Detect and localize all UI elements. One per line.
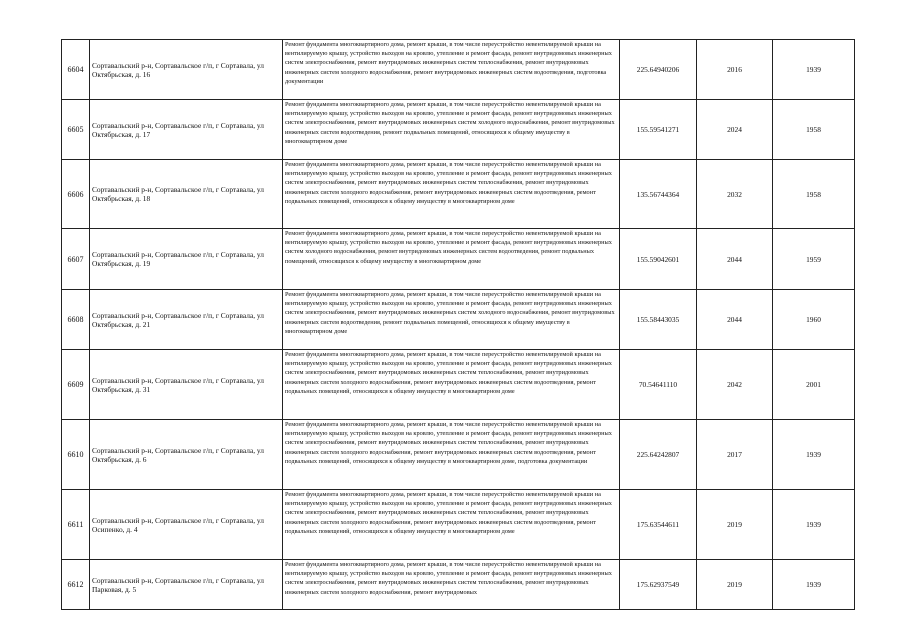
cost-value-cell: 225.64242807 [620, 420, 697, 490]
planned-year-cell: 2032 [697, 160, 773, 229]
planned-year-cell: 2042 [697, 350, 773, 420]
record-id: 6606 [62, 160, 90, 229]
planned-year-cell: 2044 [697, 229, 773, 290]
works-cell: Ремонт фундамента многоквартирного дома, ремонт крыши, в том числе переустройство невентилируемой крыши на вентилируемую крышу, устройство выходов на кровлю, утепление и ремонт фасада, ремонт внутридомовых инженерных систем электроснабжения, ремонт внутридомовых инженерных систем теплоснабжения, ремонт внутридомовых инженерных систем холодного водоснабжения, ремонт внутридомовых инженерных систем водоотведения, ремонт подвальных помещений, относящихся к общему имуществу в многоквартирном доме, подготовка документации [283, 420, 620, 490]
works-cell: Ремонт фундамента многоквартирного дома, ремонт крыши, в том числе переустройство невентилируемой крыши на вентилируемую крышу, устройство выходов на кровлю, утепление и ремонт фасада, ремонт внутридомовых инженерных систем электроснабжения, ремонт внутридомовых инженерных систем холодного водоснабжения, ремонт внутридомовых инженерных систем водоотведения, ремонт подвальных помещений, относящихся к общему имуществу в многоквартирном доме [283, 290, 620, 350]
cost-value-cell: 135.56744364 [620, 160, 697, 229]
planned-year-cell: 2019 [697, 560, 773, 610]
built-year-cell: 1958 [773, 160, 855, 229]
cost-value-cell: 175.63544611 [620, 490, 697, 560]
built-year-cell: 2001 [773, 350, 855, 420]
built-year-cell: 1960 [773, 290, 855, 350]
table-row [62, 160, 855, 229]
built-year-cell: 1939 [773, 420, 855, 490]
built-year-cell: 1939 [773, 560, 855, 610]
cost-value-cell: 70.54641110 [620, 350, 697, 420]
record-id: 6605 [62, 100, 90, 160]
built-year-cell: 1958 [773, 100, 855, 160]
address-cell: Сортавальский р-н, Сортавальское г/п, г Сортавала, ул Октябрьская, д. 17 [90, 100, 283, 160]
address-cell: Сортавальский р-н, Сортавальское г/п, г Сортавала, ул Осипенко, д. 4 [90, 490, 283, 560]
cost-value-cell: 155.59541271 [620, 100, 697, 160]
address-cell: Сортавальский р-н, Сортавальское г/п, г Сортавала, ул Октябрьская, д. 19 [90, 229, 283, 290]
record-id: 6612 [62, 560, 90, 610]
works-cell: Ремонт фундамента многоквартирного дома, ремонт крыши, в том числе переустройство невентилируемой крыши на вентилируемую крышу, устройство выходов на кровлю, утепление и ремонт фасада, ремонт внутридомовых инженерных систем электроснабжения, ремонт внутридомовых инженерных систем теплоснабжения, ремонт внутридомовых инженерных систем холодного водоснабжения, ремонт внутридомовых инженерных систем водоотведения, ремонт подвальных помещений, относящихся к общему имуществу в многоквартирном доме [283, 490, 620, 560]
table-row [62, 420, 855, 490]
works-cell: Ремонт фундамента многоквартирного дома, ремонт крыши, в том числе переустройство невентилируемой крыши на вентилируемую крышу, устройство выходов на кровлю, утепление и ремонт фасада, ремонт внутридомовых инженерных систем электроснабжения, ремонт внутридомовых инженерных систем теплоснабжения, ремонт внутридомовых инженерных систем холодного водоснабжения, ремонт внутридомовых инженерных систем водоотведения, подготовка документации [283, 40, 620, 100]
record-id: 6604 [62, 40, 90, 100]
table-row [62, 290, 855, 350]
record-id: 6611 [62, 490, 90, 560]
table-row [62, 100, 855, 160]
address-cell: Сортавальский р-н, Сортавальское г/п, г Сортавала, ул Октябрьская, д. 6 [90, 420, 283, 490]
records-table [61, 39, 855, 610]
built-year-cell: 1939 [773, 40, 855, 100]
address-cell: Сортавальский р-н, Сортавальское г/п, г Сортавала, ул Октябрьская, д. 16 [90, 40, 283, 100]
built-year-cell: 1939 [773, 490, 855, 560]
record-id: 6608 [62, 290, 90, 350]
planned-year-cell: 2044 [697, 290, 773, 350]
cost-value-cell: 225.64940206 [620, 40, 697, 100]
cost-value-cell: 175.62937549 [620, 560, 697, 610]
table-row [62, 560, 855, 610]
table-row [62, 229, 855, 290]
record-id: 6610 [62, 420, 90, 490]
works-cell: Ремонт фундамента многоквартирного дома, ремонт крыши, в том числе переустройство невентилируемой крыши на вентилируемую крышу, устройство выходов на кровлю, утепление и ремонт фасада, ремонт внутридомовых инженерных систем холодного водоснабжения, ремонт внутридомовых инженерных систем водоотведения, ремонт подвальных помещений, относящихся к общему имуществу в многоквартирном доме [283, 229, 620, 290]
planned-year-cell: 2017 [697, 420, 773, 490]
works-cell: Ремонт фундамента многоквартирного дома, ремонт крыши, в том числе переустройство невентилируемой крыши на вентилируемую крышу, устройство выходов на кровлю, утепление и ремонт фасада, ремонт внутридомовых инженерных систем электроснабжения, ремонт внутридомовых инженерных систем теплоснабжения, ремонт внутридомовых инженерных систем холодного водоснабжения, ремонт внутридомовых инженерных систем водоотведения, ремонт подвальных помещений, относящихся к общему имуществу в многоквартирном доме [283, 160, 620, 229]
cost-value-cell: 155.59042601 [620, 229, 697, 290]
address-cell: Сортавальский р-н, Сортавальское г/п, г Сортавала, ул Октябрьская, д. 18 [90, 160, 283, 229]
record-id: 6609 [62, 350, 90, 420]
built-year-cell: 1959 [773, 229, 855, 290]
address-cell: Сортавальский р-н, Сортавальское г/п, г Сортавала, ул Парковая, д. 5 [90, 560, 283, 610]
record-id: 6607 [62, 229, 90, 290]
works-cell: Ремонт фундамента многоквартирного дома, ремонт крыши, в том числе переустройство невентилируемой крыши на вентилируемую крышу, устройство выходов на кровлю, утепление и ремонт фасада, ремонт внутридомовых инженерных систем электроснабжения, ремонт внутридомовых инженерных систем теплоснабжения, ремонт внутридомовых инженерных систем холодного водоснабжения, ремонт внутридомовых [283, 560, 620, 610]
table-row [62, 490, 855, 560]
cost-value-cell: 155.58443035 [620, 290, 697, 350]
table-row [62, 40, 855, 100]
works-cell: Ремонт фундамента многоквартирного дома, ремонт крыши, в том числе переустройство невентилируемой крыши на вентилируемую крышу, устройство выходов на кровлю, утепление и ремонт фасада, ремонт внутридомовых инженерных систем электроснабжения, ремонт внутридомовых инженерных систем теплоснабжения, ремонт внутридомовых инженерных систем холодного водоснабжения, ремонт внутридомовых инженерных систем водоотведения, ремонт подвальных помещений, относящихся к общему имуществу в многоквартирном доме [283, 350, 620, 420]
address-cell: Сортавальский р-н, Сортавальское г/п, г Сортавала, ул Октябрьская, д. 21 [90, 290, 283, 350]
records-table-body [62, 40, 855, 610]
planned-year-cell: 2016 [697, 40, 773, 100]
works-cell: Ремонт фундамента многоквартирного дома, ремонт крыши, в том числе переустройство невентилируемой крыши на вентилируемую крышу, устройство выходов на кровлю, утепление и ремонт фасада, ремонт внутридомовых инженерных систем электроснабжения, ремонт внутридомовых инженерных систем холодного водоснабжения, ремонт внутридомовых инженерных систем водоотведения, ремонт подвальных помещений, относящихся к общему имуществу в многоквартирном доме [283, 100, 620, 160]
table-row [62, 350, 855, 420]
planned-year-cell: 2019 [697, 490, 773, 560]
planned-year-cell: 2024 [697, 100, 773, 160]
address-cell: Сортавальский р-н, Сортавальское г/п, г Сортавала, ул Октябрьская, д. 31 [90, 350, 283, 420]
